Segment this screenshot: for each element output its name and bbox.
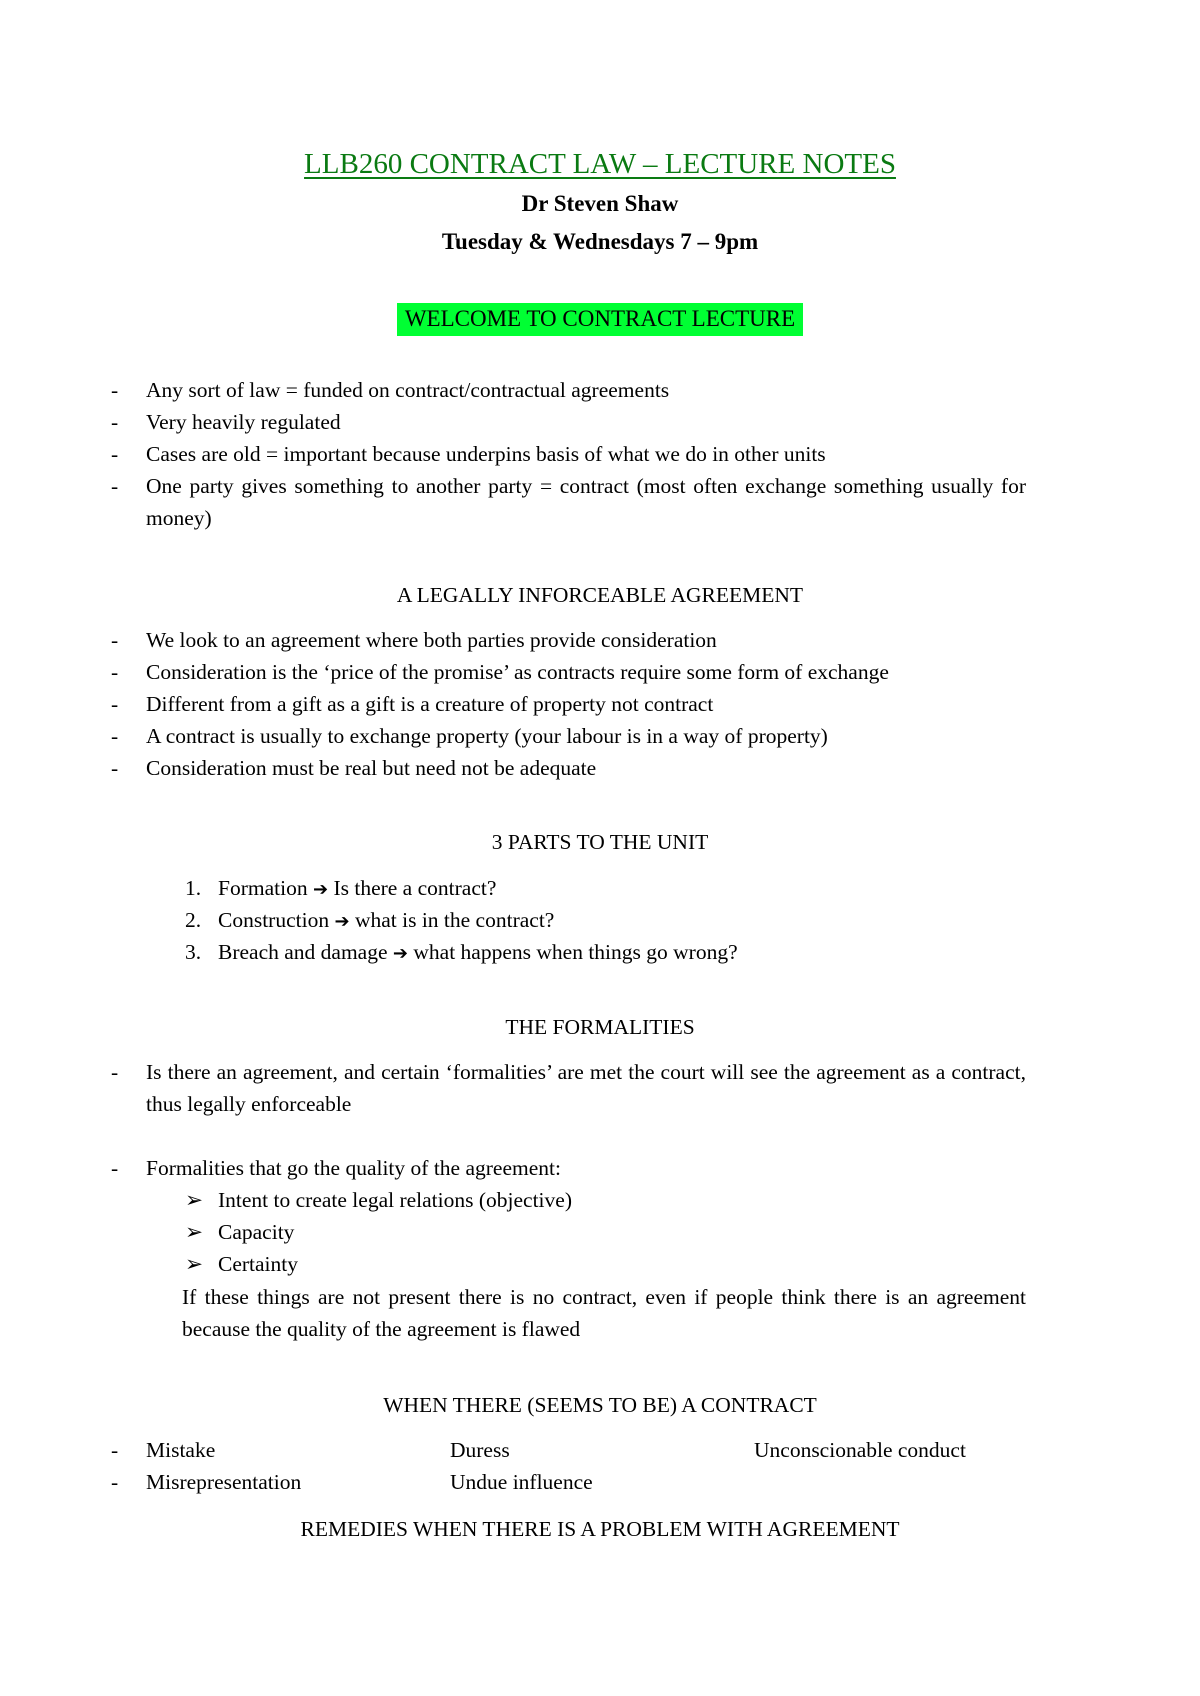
list-dash: - [111,474,119,498]
list-dash: - [111,378,119,402]
list-dash: - [111,756,119,780]
section-heading-parts [0,830,1200,855]
document-title: LLB260 CONTRACT LAW – LECTURE NOTES [304,148,896,180]
part-desc: what happens when things go wrong? [413,940,738,964]
sub-list-item: Certainty [218,1252,299,1276]
part-term: Breach and damage [218,940,388,964]
list-item: Formalities that go the quality of the agreement: [146,1156,561,1180]
parts-heading-text: 3 PARTS TO THE UNIT [491,830,709,854]
sub-list-item: Capacity [218,1220,295,1244]
arrowhead-bullet-icon: ➢ [185,1188,204,1212]
list-item: Consideration must be real but need not be adequate [146,756,597,780]
list-item: One party gives something to another party = contract (most often exchange something usually for money) [146,474,1026,530]
seems-item: Misrepresentation [146,1470,302,1494]
list-item: Any sort of law = funded on contract/contractual agreements [146,378,670,402]
list-item: Is there an agreement, and certain ‘formalities’ are met the court will see the agreement as a contract, thus legally enforceable [146,1060,1026,1116]
list-dash: - [111,692,119,716]
part-term: Construction [218,908,330,932]
arrowhead-bullet-icon: ➢ [185,1220,204,1244]
list-item [218,936,738,970]
list-dash: - [111,1156,119,1180]
list-item: Cases are old = important because underpins basis of what we do in other units [146,442,826,466]
arrowhead-bullet-icon: ➢ [185,1252,204,1276]
section-heading-remedies: REMEDIES WHEN THERE IS A PROBLEM WITH AGREEMENT [300,1517,900,1541]
list-item: Consideration is the ‘price of the promise’ as contracts require some form of exchange [146,660,889,684]
section-heading-agreement: A LEGALLY INFORCEABLE AGREEMENT [396,583,804,607]
welcome-banner [0,303,1200,336]
seems-item: Duress [450,1438,510,1462]
formalities-note: If these things are not present there is no contract, even if people think there is an agreement because the quality of the agreement is flawed [182,1285,1026,1341]
section-heading-formalities: THE FORMALITIES [505,1015,695,1039]
arrow-right-icon: ➔ [392,943,408,964]
list-item [218,872,496,906]
list-item [218,904,554,938]
part-desc: what is in the contract? [354,908,555,932]
part-desc: Is there a contract? [333,876,497,900]
list-dash: - [111,1060,119,1084]
lecture-schedule: Tuesday & Wednesdays 7 – 9pm [441,229,759,254]
list-dash: - [111,724,119,748]
list-number: 3. [185,940,202,964]
seems-item: Undue influence [450,1470,593,1494]
list-item: Very heavily regulated [146,410,341,434]
sub-list-item: Intent to create legal relations (objective) [218,1188,572,1212]
list-dash: - [111,660,119,684]
list-dash: - [111,1470,119,1494]
welcome-highlight: WELCOME TO CONTRACT LECTURE [397,303,803,336]
section-heading-seems: WHEN THERE (SEEMS TO BE) A CONTRACT [383,1393,817,1417]
list-number: 2. [185,908,202,932]
list-item: We look to an agreement where both parties provide consideration [146,628,717,652]
arrow-right-icon: ➔ [312,879,329,900]
list-dash: - [111,628,119,652]
list-dash: - [111,410,119,434]
author-name: Dr Steven Shaw [521,191,679,216]
arrow-right-icon: ➔ [334,911,350,932]
list-dash: - [111,1438,119,1462]
list-item: A contract is usually to exchange property (your labour is in a way of property) [146,724,828,748]
list-dash: - [111,442,119,466]
list-item: Different from a gift as a gift is a creature of property not contract [146,692,714,716]
seems-item: Unconscionable conduct [754,1438,966,1462]
list-number: 1. [185,876,202,900]
seems-item: Mistake [146,1438,216,1462]
part-term: Formation [218,876,308,900]
